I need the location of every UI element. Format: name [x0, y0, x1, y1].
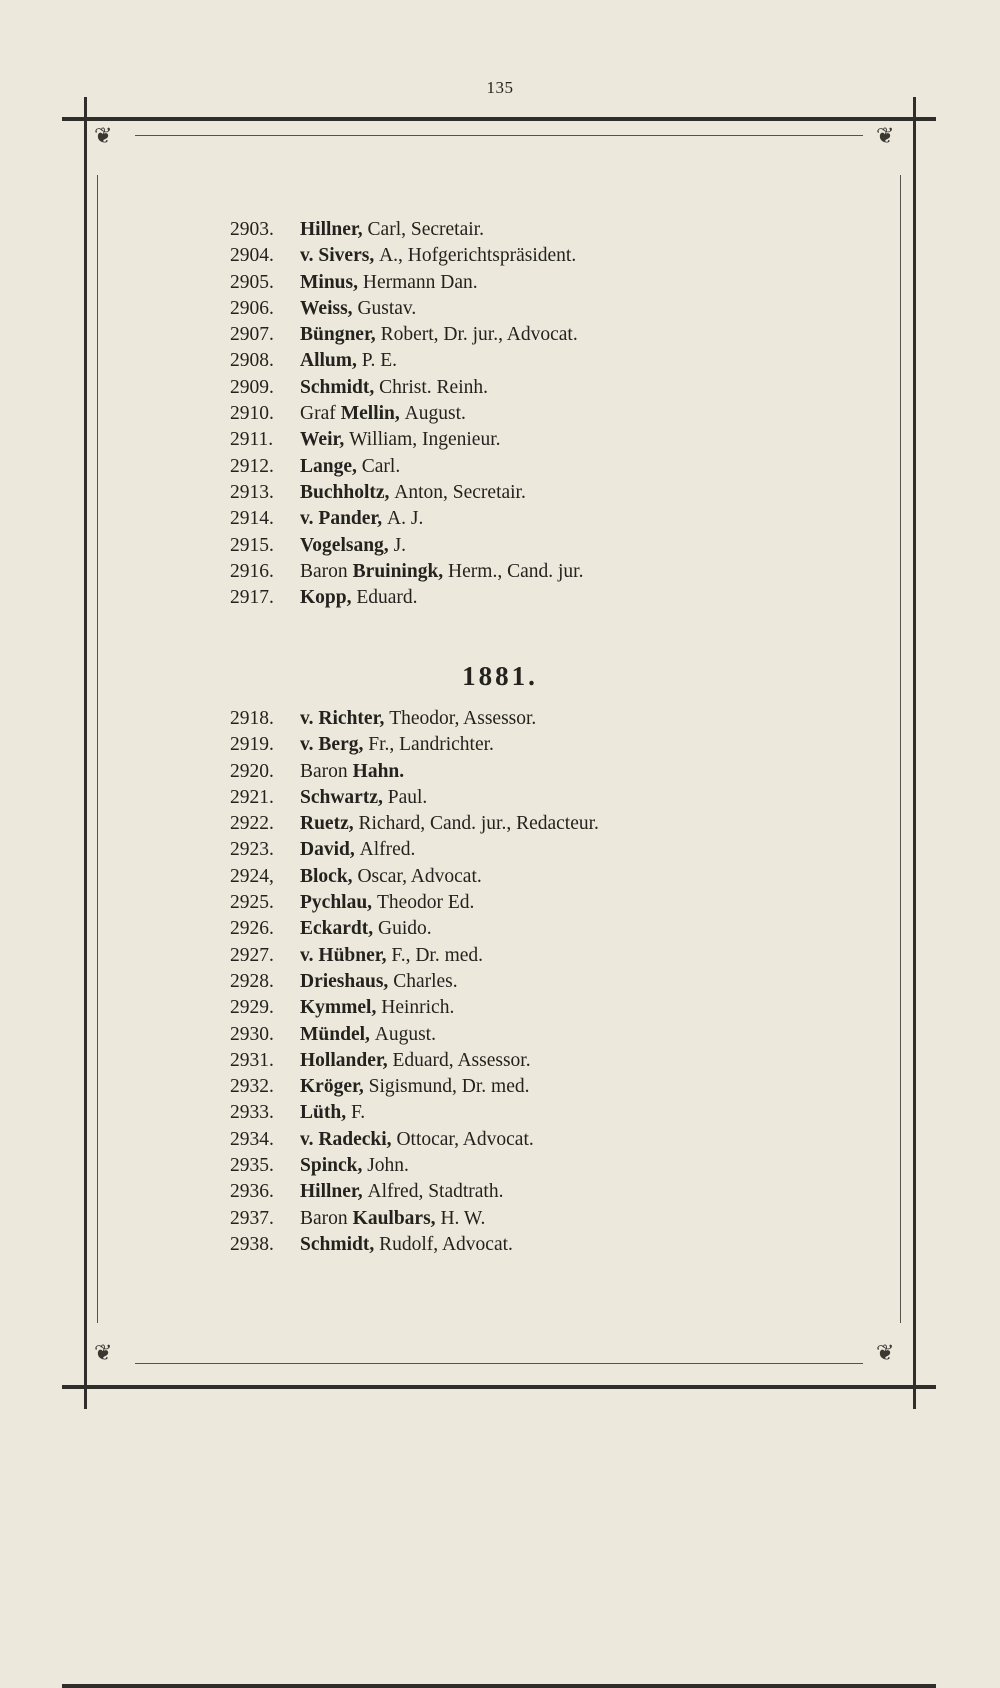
list-item [230, 480, 830, 506]
entry-details: F., Dr. med. [391, 944, 484, 966]
entry-details: F. [350, 1102, 366, 1124]
list-item [230, 759, 830, 785]
entry-number: 2935. [230, 1155, 274, 1177]
list-item [230, 785, 830, 811]
entry-surname: Büngner, [300, 324, 376, 346]
entry-surname: Bruiningk, [352, 560, 444, 582]
list-item [230, 837, 830, 863]
corner-ornament-icon: ❦ [876, 1340, 895, 1365]
inner-top-rule [135, 135, 863, 136]
list-item [230, 427, 830, 453]
list-item [230, 506, 830, 532]
entry-number: 2909. [230, 376, 274, 398]
list-item [230, 706, 830, 732]
entry-number: 2917. [230, 587, 274, 609]
entry-surname: Lüth, [300, 1102, 347, 1124]
entry-surname: Mündel, [300, 1023, 370, 1045]
entry-details: P. E. [361, 350, 397, 372]
entry-title: Baron [300, 1207, 348, 1229]
entry-details: J. [393, 534, 407, 556]
entry-details: Charles. [393, 970, 458, 992]
entry-surname: Hillner, [300, 219, 363, 240]
entry-details: Heinrich. [381, 997, 455, 1019]
entry-surname: David, [300, 839, 355, 861]
entry-details: William, Ingenieur. [349, 429, 501, 451]
list-item [230, 348, 830, 374]
list-item [230, 296, 830, 322]
entry-surname: Schmidt, [300, 1233, 375, 1255]
list-item [230, 1074, 830, 1100]
entry-surname: Kröger, [300, 1076, 364, 1098]
entry-surname: Spinck, [300, 1155, 363, 1177]
entry-surname: Hollander, [300, 1049, 388, 1071]
list-item [230, 533, 830, 559]
entry-details: Alfred, Stadtrath. [367, 1181, 504, 1203]
entry-details: Guido. [378, 918, 432, 940]
entry-number: 2916. [230, 560, 274, 582]
frame-bottom-rule-main [62, 1385, 936, 1389]
entry-title: Graf [300, 403, 336, 425]
entry-number: 2915. [230, 534, 274, 556]
list-item [230, 864, 830, 890]
entry-details: Theodor, Assessor. [389, 708, 537, 729]
list-item [230, 1022, 830, 1048]
entry-surname: Ruetz, [300, 813, 354, 835]
entry-surname: Buchholtz, [300, 481, 390, 503]
list-item [230, 1206, 830, 1232]
entry-details: Sigismund, Dr. med. [368, 1076, 530, 1098]
entry-surname: Eckardt, [300, 918, 374, 940]
entry-surname: Pychlau, [300, 892, 373, 914]
entry-number: 2912. [230, 455, 274, 477]
entry-surname: v. Sivers, [300, 245, 375, 267]
entry-details: Robert, Dr. jur., Advocat. [380, 324, 578, 346]
corner-ornament-icon: ❦ [876, 123, 895, 148]
entry-surname: Drieshaus, [300, 970, 389, 992]
entry-number: 2908. [230, 350, 274, 372]
entry-number: 2938. [230, 1233, 274, 1255]
list-item [230, 375, 830, 401]
entry-details: Richard, Cand. jur., Redacteur. [358, 813, 599, 835]
entry-details: John. [367, 1155, 409, 1177]
list-item [230, 1232, 830, 1258]
entry-details: Carl, Secretair. [367, 219, 484, 240]
list-item [230, 1100, 830, 1126]
entry-number: 2926. [230, 918, 274, 940]
entry-details: August. [374, 1023, 436, 1045]
entry-number: 2937. [230, 1207, 274, 1229]
list-item [230, 995, 830, 1021]
entry-surname: Kopp, [300, 587, 352, 609]
entry-details: A., Hofgerichtspräsident. [379, 245, 577, 267]
entry-number: 2905. [230, 271, 274, 293]
entry-surname: Minus, [300, 271, 358, 293]
entry-surname: Lange, [300, 455, 357, 477]
entry-surname: Schwartz, [300, 786, 383, 808]
entry-number: 2934. [230, 1128, 274, 1150]
entry-number: 2927. [230, 944, 274, 966]
frame-bottom-rule [62, 1684, 936, 1688]
entry-surname: v. Richter, [300, 708, 385, 729]
entry-number: 2914. [230, 508, 274, 530]
entry-details: Theodor Ed. [376, 892, 475, 914]
entry-number: 2904. [230, 245, 274, 267]
entry-details: Eduard, Assessor. [392, 1049, 531, 1071]
entry-surname: Weiss, [300, 297, 353, 319]
entry-number: 2921. [230, 786, 274, 808]
entry-details: Alfred. [359, 839, 416, 861]
inner-right-rule [900, 175, 901, 1323]
entry-number: 2931. [230, 1049, 274, 1071]
entry-surname: Kymmel, [300, 997, 377, 1019]
entry-details: Gustav. [357, 297, 417, 319]
list-item [230, 1127, 830, 1153]
entry-number: 2920. [230, 760, 274, 782]
entry-details: Herm., Cand. jur. [448, 560, 584, 582]
entry-surname: Hahn. [352, 760, 405, 782]
entry-surname: Hillner, [300, 1181, 363, 1203]
entry-number: 2923. [230, 839, 274, 861]
list-item [230, 732, 830, 758]
inner-bottom-rule [135, 1363, 863, 1364]
entry-details: Carl. [361, 455, 401, 477]
list-item [230, 890, 830, 916]
list-item [230, 1048, 830, 1074]
entry-details: Hermann Dan. [362, 271, 478, 293]
entry-title: Baron [300, 760, 348, 782]
member-list-1879 [230, 217, 830, 611]
entry-number: 2906. [230, 297, 274, 319]
frame-left-rule [84, 97, 87, 1409]
entry-surname: Vogelsang, [300, 534, 389, 556]
entry-details: A. J. [387, 508, 424, 530]
entry-details: Paul. [387, 786, 428, 808]
list-item [230, 585, 830, 611]
entry-number: 2936. [230, 1181, 274, 1203]
entry-surname: Allum, [300, 350, 357, 372]
entry-number: 2932. [230, 1076, 274, 1098]
page-number: 135 [486, 78, 514, 97]
corner-ornament-icon: ❦ [94, 123, 113, 148]
entry-number: 2930. [230, 1023, 274, 1045]
entry-surname: Block, [300, 865, 353, 887]
entry-surname: v. Berg, [300, 734, 364, 756]
entry-number: 2929. [230, 997, 274, 1019]
entry-number: 2913. [230, 481, 274, 503]
entry-surname: v. Radecki, [300, 1128, 392, 1150]
entry-surname: Schmidt, [300, 376, 375, 398]
entry-number: 2918. [230, 708, 274, 729]
list-item [230, 217, 830, 243]
entry-title: Baron [300, 560, 348, 582]
entry-details: Christ. Reinh. [379, 376, 488, 398]
entry-details: H. W. [440, 1207, 486, 1229]
list-item [230, 1153, 830, 1179]
entry-details: August. [404, 403, 466, 425]
year-heading: 1881. [462, 661, 538, 691]
entry-number: 2928. [230, 970, 274, 992]
list-item [230, 943, 830, 969]
entry-number: 2922. [230, 813, 274, 835]
list-item [230, 322, 830, 348]
inner-left-rule [97, 175, 98, 1323]
list-item [230, 916, 830, 942]
entry-number: 2903. [230, 219, 274, 240]
corner-ornament-icon: ❦ [94, 1340, 113, 1365]
entry-details: Eduard. [356, 587, 418, 609]
list-item [230, 401, 830, 427]
list-item [230, 454, 830, 480]
entry-surname: Mellin, [340, 403, 400, 425]
list-item [230, 270, 830, 296]
entry-surname: Kaulbars, [352, 1207, 436, 1229]
list-item [230, 243, 830, 269]
entry-surname: v. Pander, [300, 508, 383, 530]
entry-number: 2919. [230, 734, 274, 756]
frame-right-rule [913, 97, 916, 1409]
list-item [230, 811, 830, 837]
list-item [230, 559, 830, 585]
entry-surname: Weir, [300, 429, 345, 451]
entry-number: 2925. [230, 892, 274, 914]
list-item [230, 1179, 830, 1205]
entry-details: Anton, Secretair. [394, 481, 526, 503]
member-list-1881 [230, 706, 830, 1258]
entry-details: Rudolf, Advocat. [379, 1233, 513, 1255]
entry-details: Fr., Landrichter. [368, 734, 494, 756]
entry-number: 2933. [230, 1102, 274, 1124]
frame-top-rule [62, 117, 936, 121]
entry-number: 2911. [230, 429, 274, 451]
entry-number: 2910. [230, 403, 274, 425]
entry-number: 2924, [230, 865, 274, 887]
list-item [230, 969, 830, 995]
entry-number: 2907. [230, 324, 274, 346]
entry-surname: v. Hübner, [300, 944, 387, 966]
entry-details: Ottocar, Advocat. [396, 1128, 534, 1150]
entry-details: Oscar, Advocat. [357, 865, 482, 887]
